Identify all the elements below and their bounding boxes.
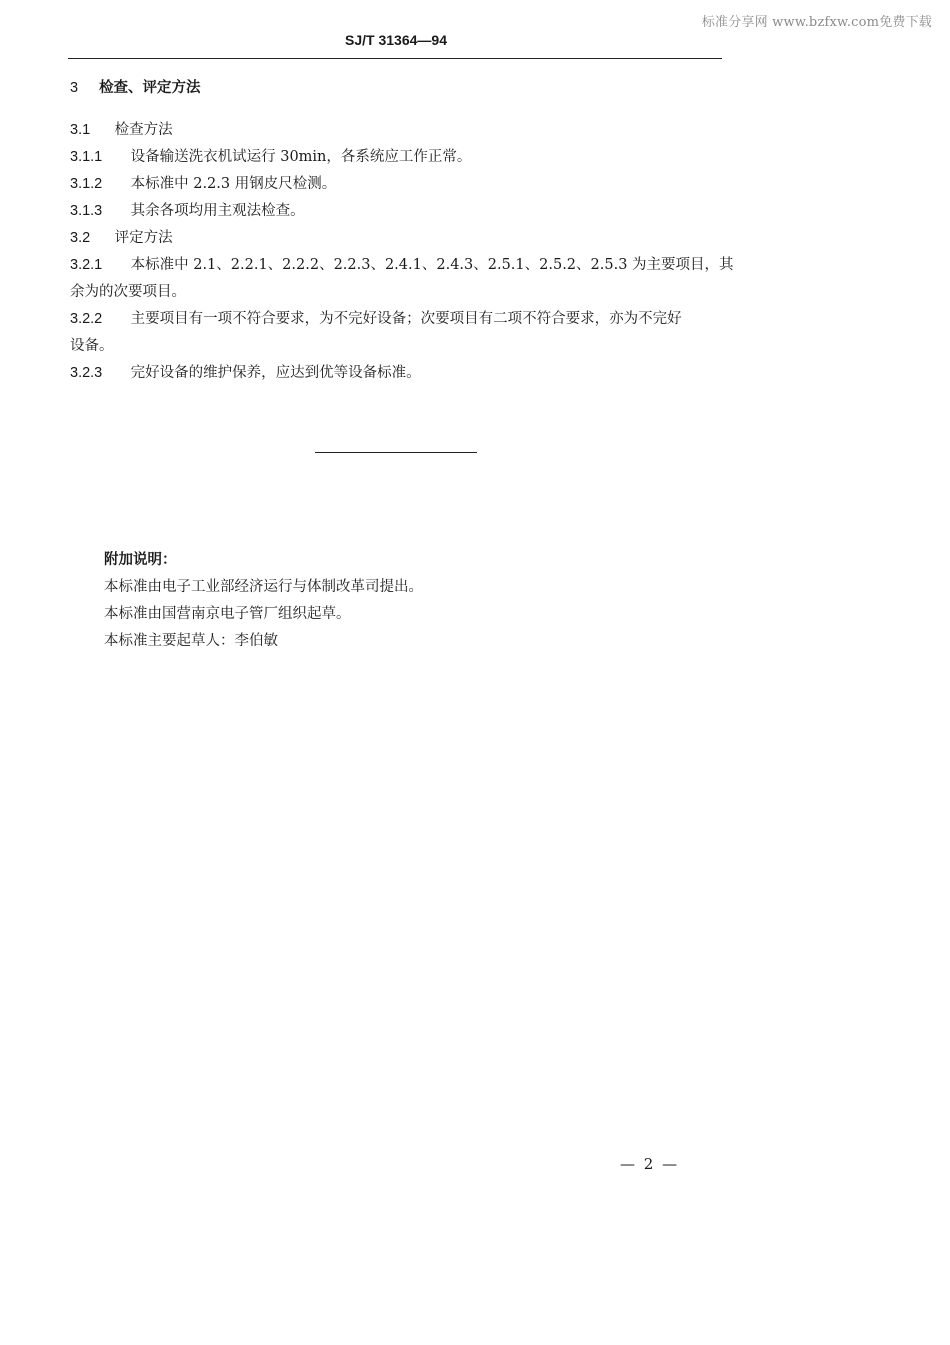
section-3-heading	[70, 78, 201, 98]
notes-line-2: 本标准由国营南京电子管厂组织起草。	[104, 606, 351, 622]
clause-text: 本标准中 2.1、2.2.1、2.2.2、2.2.3、2.4.1、2.4.3、2.5.1、2.5.2、2.5.3 为主要项目，其	[130, 257, 734, 273]
clause-text: 余为的次要项目。	[70, 284, 186, 300]
clause-number: 3.2.1	[70, 257, 103, 273]
header-divider	[68, 58, 722, 59]
clause-text: 设备输送洗衣机试运行 30min，各系统应工作正常。	[130, 149, 472, 165]
clause-number: 3.2	[70, 230, 91, 246]
notes-heading: 附加说明：	[104, 551, 177, 568]
clause-number: 3.1.2	[70, 176, 103, 192]
section-title: 检查、评定方法	[99, 79, 201, 96]
clause-3-1-1	[70, 147, 471, 167]
clause-3-2-3	[70, 363, 421, 383]
clause-text: 本标准中 2.2.3 用钢皮尺检测。	[130, 176, 337, 192]
clause-text: 设备。	[70, 338, 114, 354]
clause-text: 其余各项均用主观法检查。	[130, 203, 305, 219]
section-number: 3	[70, 80, 79, 96]
clause-3-2-1-continued	[70, 282, 186, 302]
clause-text: 主要项目有一项不符合要求，为不完好设备；次要项目有二项不符合要求，亦为不完好	[130, 311, 682, 327]
page-number: — 2 —	[620, 1155, 680, 1173]
clause-number: 3.1.1	[70, 149, 103, 165]
clause-title: 评定方法	[114, 230, 173, 246]
clause-number: 3.2.2	[70, 311, 103, 327]
watermark: 标准分享网 www.bzfxw.com免费下载	[701, 15, 932, 30]
clause-3-2-2-continued	[70, 336, 114, 356]
clause-3-1-2	[70, 174, 336, 194]
clause-3-1	[70, 120, 173, 140]
clause-text: 完好设备的维护保养，应达到优等设备标准。	[130, 365, 421, 381]
standard-code: SJ/T 31364—94	[345, 32, 447, 48]
notes-line-3: 本标准主要起草人：李伯敏	[104, 633, 278, 649]
clause-3-2-2	[70, 309, 682, 329]
clause-3-2	[70, 228, 173, 248]
clause-number: 3.1	[70, 122, 91, 138]
end-divider	[315, 452, 477, 453]
clause-number: 3.2.3	[70, 365, 103, 381]
clause-number: 3.1.3	[70, 203, 103, 219]
clause-3-1-3	[70, 201, 305, 221]
notes-line-1: 本标准由电子工业部经济运行与体制改革司提出。	[104, 579, 423, 595]
clause-title: 检查方法	[114, 122, 173, 138]
clause-3-2-1	[70, 255, 734, 275]
